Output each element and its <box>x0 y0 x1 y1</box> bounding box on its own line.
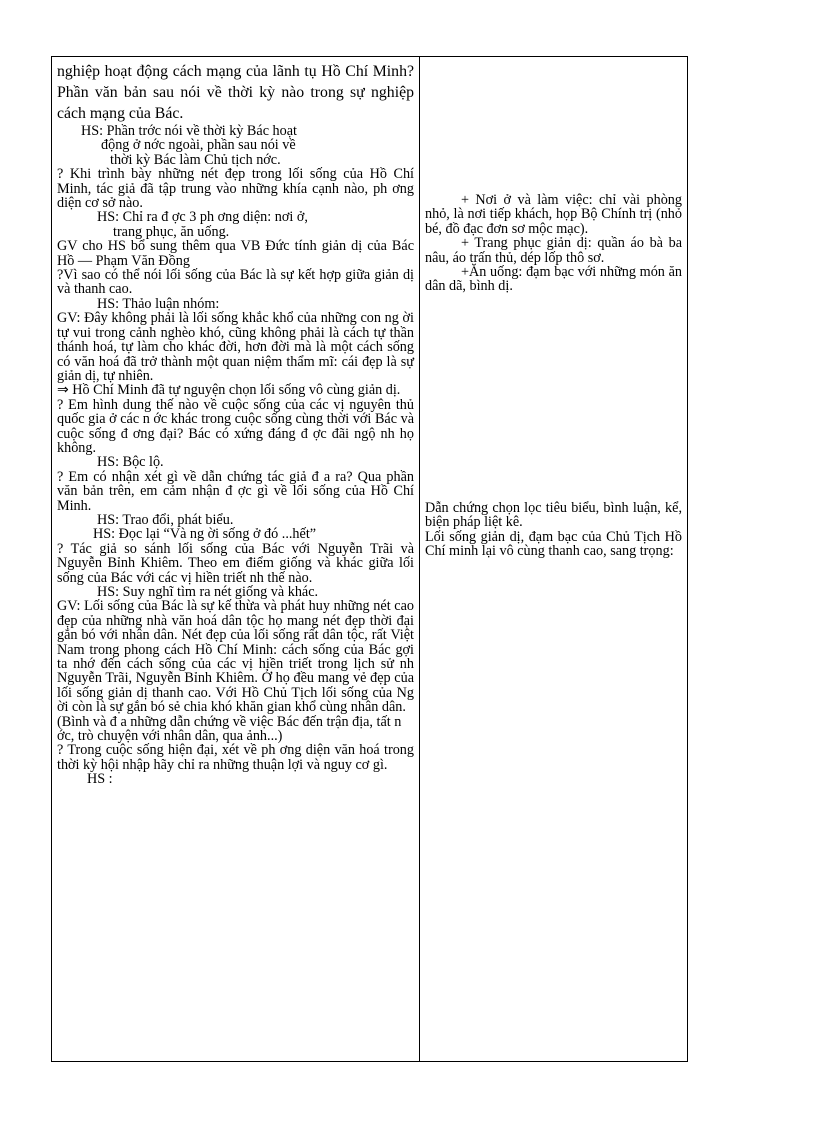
question: ? Em hình dung thế nào về cuộc sống của các vị nguyên thủ quốc gia ở các n ớc khác trong cuộc sống cùng thời với Bác và cuộc sống đ ơng đại? Bác có xứng đáng đ ợc đãi ngộ nh họ không. <box>57 396 414 456</box>
question: ? Khi trình bày những nét đẹp trong lối sống của Hồ Chí Minh, tác giả đã tập trung vào những khía cạnh nào, ph ơng diện cơ sở nào. <box>57 166 414 212</box>
content-point: + Nơi ở và làm việc: chỉ vài phòng nhỏ, là nơi tiếp khách, họp Bộ Chính trị (nhỏ bé, đồ đạc đơn sơ mộc mạc). <box>425 192 682 237</box>
question: ? Trong cuộc sống hiện đại, xét về ph ơng diện văn hoá trong thời kỳ hội nhập hãy chỉ ra những thuận lợi và nguy cơ gì. <box>57 742 414 773</box>
teacher-note: (Bình và đ a những dẫn chứng về việc Bác đến trận địa, tất n ớc, trò chuyện với nhân dân, qua ảnh...) <box>57 713 402 745</box>
lesson-table <box>51 56 688 1062</box>
student-answer: HS: Thảo luận nhóm: <box>97 295 220 312</box>
content-point: Lối sống giản dị, đạm bạc của Chủ Tịch Hồ Chí minh lại vô cùng thanh cao, sang trọng: <box>425 528 682 560</box>
student-answer: HS: Đọc lại “Và ng ời sống ở đó ...hết” <box>93 526 317 543</box>
question: ? Tác giả so sánh lối sống của Bác với Nguyễn Trãi và Nguyễn Bỉnh Khiêm. Theo em điểm giống và khác giữa lối sống của Bác với các vị hiền triết nh thế nào. <box>57 540 414 586</box>
student-answer: thời kỳ Bác làm Chủ tịch nớc. <box>110 151 281 168</box>
conclusion-text: Hồ Chí Minh đã tự nguyện chọn lối sống vô cùng giản dị. <box>68 382 401 399</box>
student-answer: HS : <box>87 771 113 788</box>
question: ?Vì sao có thể nói lối sống của Bác là sự kết hợp giữa giản dị và thanh cao. <box>57 267 414 298</box>
student-answer: HS: Bộc lộ. <box>97 454 164 471</box>
question: ? Em có nhận xét gì về dẫn chứng tác giả đ a ra? Qua phần văn bản trên, em cảm nhận đ ợc gì về lối sống của Hồ Chí Minh. <box>57 468 414 514</box>
student-answer: động ở nớc ngoài, phần sau nói về <box>101 137 296 154</box>
student-answer: HS: Phần trớc nói về thời kỳ Bác hoạt <box>81 123 297 139</box>
right-double-arrow-icon: ⇒ <box>57 382 69 399</box>
student-answer: trang phục, ăn uống. <box>113 223 230 240</box>
student-answer: HS: Chỉ ra đ ợc 3 ph ơng diện: nơi ở, <box>97 209 308 226</box>
table-row <box>52 57 688 1062</box>
student-answer: HS: Suy nghĩ tìm ra nét giống và khác. <box>97 584 319 600</box>
content-point: +Ăn uống: đạm bạc với những món ăn dân dã, bình dị. <box>425 264 682 295</box>
teacher-note: GV: Lối sống của Bác là sự kế thừa và phát huy những nét cao đẹp của những nhà văn hoá dân tộc họ mang nét đẹp thời đại gắn bó với nhân dân. Nét đẹp của lối sống rất dân tộc, rất Việt Nam trong phong cách Hồ Chí Minh: cách sống của Bác gợi ta nhớ đến cách sống của các vị hiền triết trong lịch sử nh Nguyễn Trãi, Nguyễn Bỉnh Khiêm. Ở họ đều mang vẻ đẹp của lối sống giản dị thanh cao. Với Hồ Chủ Tịch lối sống của Ng ời còn là sự gắn bó sẻ chia khó khăn gian khổ cùng nhân dân. <box>57 598 414 716</box>
content-column <box>420 57 688 1062</box>
conclusion <box>57 383 414 397</box>
content-point: + Trang phục giản dị: quần áo bà ba nâu, áo trấn thủ, dép lốp thô sơ. <box>425 235 682 266</box>
content-point: Dẫn chứng chọn lọc tiêu biểu, bình luận, kể, biện pháp liệt kê. <box>425 499 682 531</box>
intro-paragraph: nghiệp hoạt động cách mạng của lãnh tụ Hồ Chí Minh? Phần văn bản sau nói về thời kỳ nào trong sự nghiệp cách mạng của Bác. <box>57 63 414 122</box>
teacher-note: GV cho HS bổ sung thêm qua VB Đức tính giản dị của Bác Hồ — Phạm Văn Đồng <box>57 238 414 269</box>
teacher-student-activity-column <box>52 57 420 1062</box>
student-answer: HS: Trao đổi, phát biểu. <box>97 511 234 528</box>
teacher-note: GV: Đây không phải là lối sống khắc khổ của những con ng ời tự vui trong cảnh nghèo khó, cũng không phải là cách tự thần thánh hoá, tự làm cho khác đời, hơn đời mà là một cách sống có văn hoá đã trở thành một quan niệm thẩm mĩ: cái đẹp là sự giản dị, tự nhiên. <box>57 310 414 384</box>
